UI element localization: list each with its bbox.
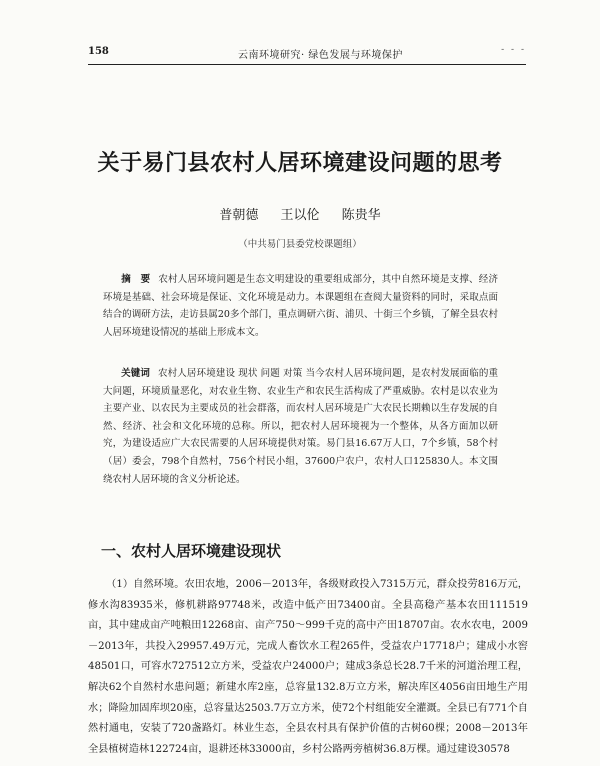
author-list [0, 204, 600, 223]
keywords-text: 农村人居环境建设 现状 问题 对策 当今农村人居环境问题，是农村发展面临的重大问题，环境质量恶化，对农业生物、农业生产和农民生活构成了严重威胁。农村是以农业为主要产业、以农民为主要成员的社会群落，而农村人居环境是广大农民长期赖以生存发展的自然、经济、社会和文化环境的总称。所以，把农村人居环境视为一个整体，从各方面加以研究，为建设适应广大农民需要的人居环境提供对策。易门县16.67万人口，7个乡镇，58个村（居）委会，798个自然村，756个村民小组，37600户农户，农村人口125830人。本文围绕农村人居环境的含义分析论述。 [103, 368, 498, 485]
abstract-label: 摘 要 [121, 274, 151, 285]
author-name: 普朝德 [219, 208, 259, 223]
section-heading: 一、农村人居环境建设现状 [101, 542, 282, 560]
running-header [88, 40, 526, 65]
article-title: 关于易门县农村人居环境建设问题的思考 [97, 151, 503, 176]
body-paragraph [88, 575, 528, 760]
abstract-text: 农村人居环境问题是生态文明建设的重要组成部分，其中自然环境是支撑、经济环境是基础、社会环境是保证、文化环境是动力。本课题组在查阅大量资料的同时，采取点面结合的调研方法，走访县属20多个部门，重点调研六街、浦贝、十街三个乡镇，了解全县农村人居环境建设情况的基础上形成本文。 [103, 274, 498, 338]
keywords-label: 关键词 [121, 368, 151, 379]
affiliation: （中共易门县委党校课题组） [238, 239, 362, 250]
body-text: （1）自然环境。农田农地，2006－2013年，各级财政投入7315万元，群众投劳816万元，修水沟83935米，修机耕路97748米，改造中低产田73400亩。全县高稳产基本农田111519亩，其中建成亩产吨粮田12268亩、亩产750～999千克的高中产田18707亩。农水农电，2009－2013年，共投入29957.49万元，完成人畜饮水工程265件，受益农户17718户；建成小水窖48501口，可容水727512立方米，受益农户24000户；建成3条总长28.7千米的河道治理工程，解决62个自然村水患问题；新建水库2座，总容量132.8万立方米，解决库区4056亩田地生产用水；降险加固库坝20座，总容量达2503.7万立方米，使72个村组能安全灌溉。全县已有771个自然村通电，安装了720盏路灯。林业生态，全县农村具有保护价值的古树60棵；2008－2013年全县植树造林122724亩，退耕还林33000亩，乡村公路两旁植树36.8万棵。通过建设30578 [88, 579, 528, 755]
keywords-paragraph [103, 365, 498, 488]
abstract [103, 271, 498, 341]
page-number: 158 [88, 46, 109, 57]
author-name: 陈贵华 [341, 208, 381, 223]
journal-title: 云南环境研究· 绿色发展与环境保护 [238, 50, 403, 61]
header-marks: - - - [501, 45, 526, 55]
author-name: 王以伦 [280, 208, 320, 223]
